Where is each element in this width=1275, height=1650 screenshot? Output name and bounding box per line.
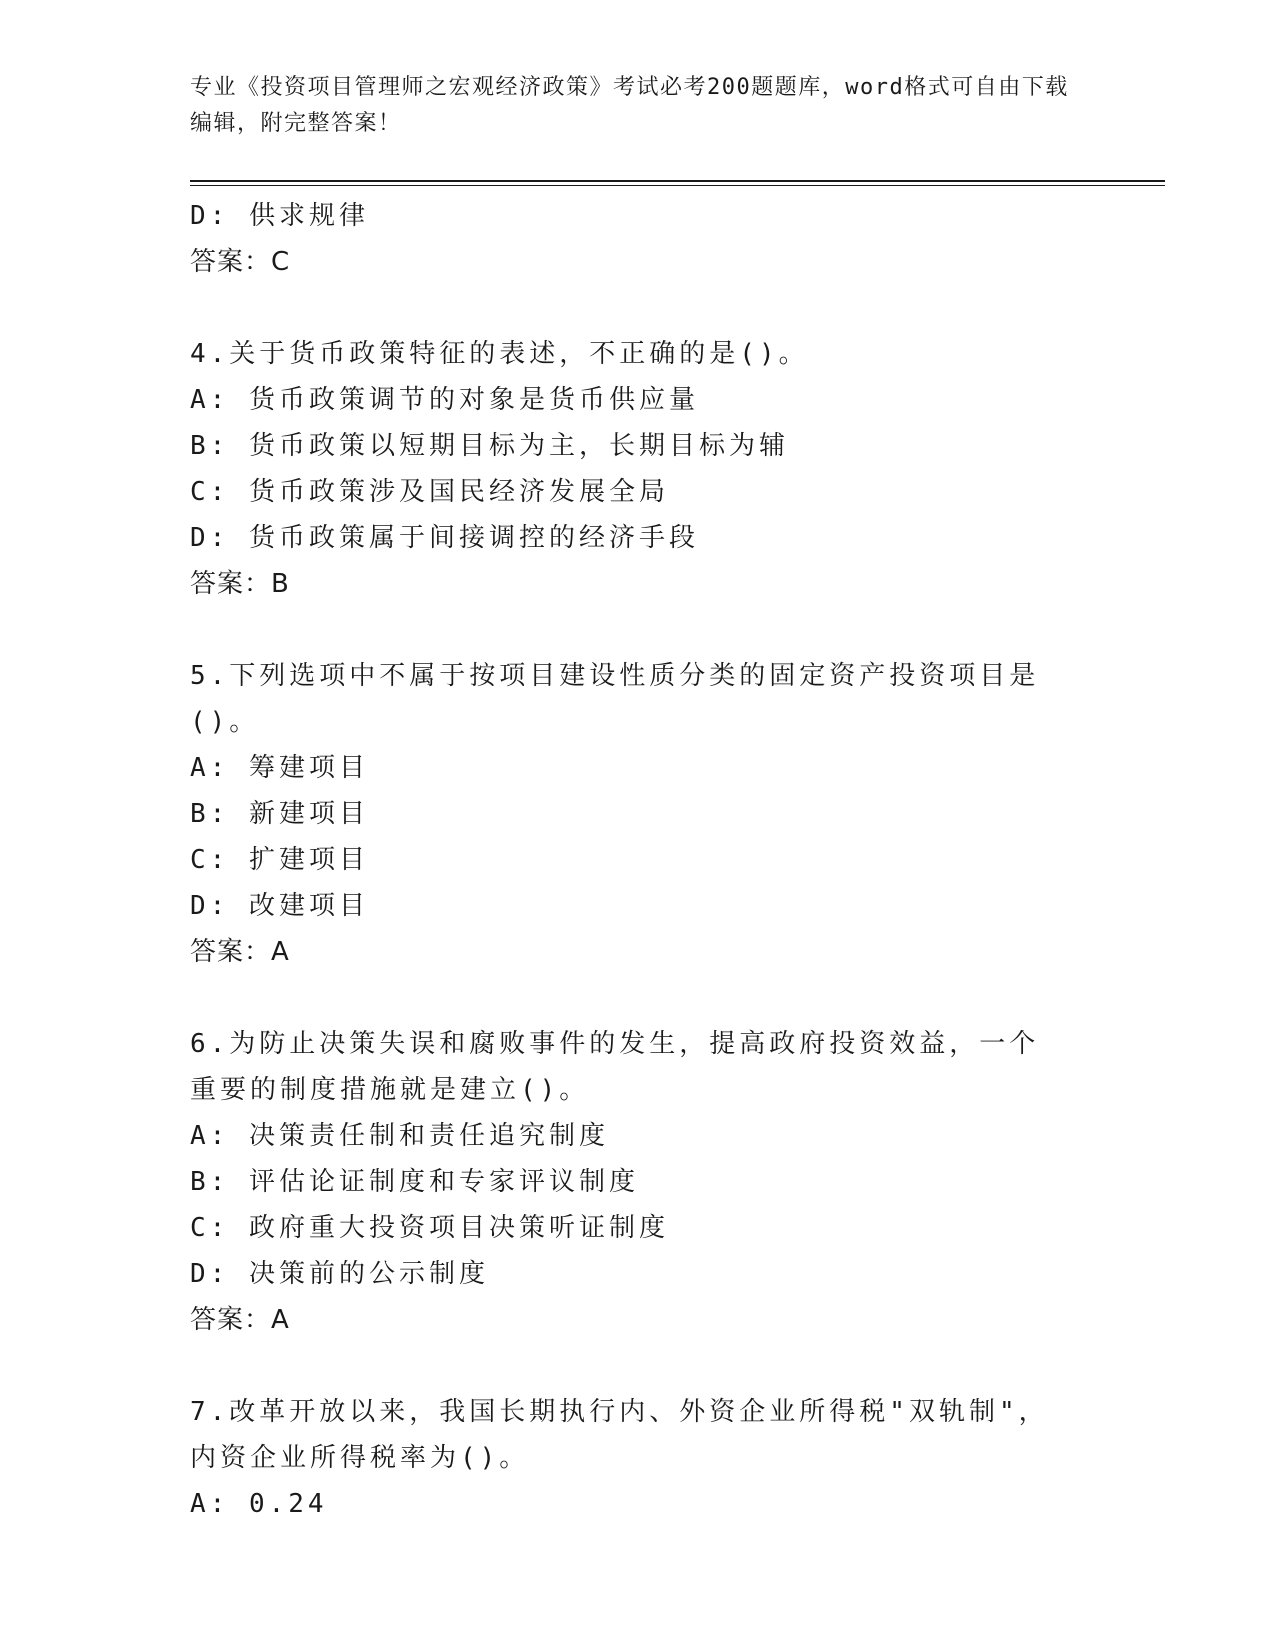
option-d: D: 供求规律 bbox=[190, 201, 369, 231]
spacer bbox=[190, 1343, 1090, 1389]
answer-line: 答案：A bbox=[190, 937, 290, 967]
spacer bbox=[190, 975, 1090, 1021]
question-stem: 6.为防止决策失误和腐败事件的发生，提高政府投资效益，一个重要的制度措施就是建立()。 bbox=[190, 1029, 1040, 1105]
document-body bbox=[190, 193, 1090, 1527]
option-a: A: 决策责任制和责任追究制度 bbox=[190, 1121, 609, 1151]
answer-line: 答案：B bbox=[190, 569, 290, 599]
question-stem: 4.关于货币政策特征的表述，不正确的是()。 bbox=[190, 339, 809, 369]
option-d: D: 决策前的公示制度 bbox=[190, 1259, 489, 1289]
option-a: A: 筹建项目 bbox=[190, 753, 369, 783]
answer-line: 答案：A bbox=[190, 1305, 290, 1335]
question-block-6 bbox=[190, 1021, 1090, 1343]
header-divider-thick bbox=[190, 180, 1165, 182]
option-b: B: 货币政策以短期目标为主，长期目标为辅 bbox=[190, 431, 789, 461]
option-a: A: 货币政策调节的对象是货币供应量 bbox=[190, 385, 699, 415]
option-c: C: 政府重大投资项目决策听证制度 bbox=[190, 1213, 669, 1243]
option-b: B: 评估论证制度和专家评议制度 bbox=[190, 1167, 639, 1197]
option-c: C: 扩建项目 bbox=[190, 845, 369, 875]
question-block-5 bbox=[190, 653, 1090, 975]
header-divider-thin bbox=[190, 185, 1165, 186]
question-stem: 7.改革开放以来，我国长期执行内、外资企业所得税"双轨制"，内资企业所得税率为()。 bbox=[190, 1397, 1049, 1473]
option-b: B: 新建项目 bbox=[190, 799, 369, 829]
spacer bbox=[190, 285, 1090, 331]
option-a: A: 0.24 bbox=[190, 1489, 328, 1519]
question-block-4 bbox=[190, 331, 1090, 607]
spacer bbox=[190, 607, 1090, 653]
option-d: D: 货币政策属于间接调控的经济手段 bbox=[190, 523, 699, 553]
option-d: D: 改建项目 bbox=[190, 891, 369, 921]
question-block-7 bbox=[190, 1389, 1090, 1527]
answer-line: 答案：C bbox=[190, 247, 291, 277]
document-header: 专业《投资项目管理师之宏观经济政策》考试必考200题题库，word格式可自由下载编辑，附完整答案！ bbox=[190, 75, 1069, 136]
option-c: C: 货币政策涉及国民经济发展全局 bbox=[190, 477, 669, 507]
question-stem: 5.下列选项中不属于按项目建设性质分类的固定资产投资项目是()。 bbox=[190, 661, 1040, 737]
